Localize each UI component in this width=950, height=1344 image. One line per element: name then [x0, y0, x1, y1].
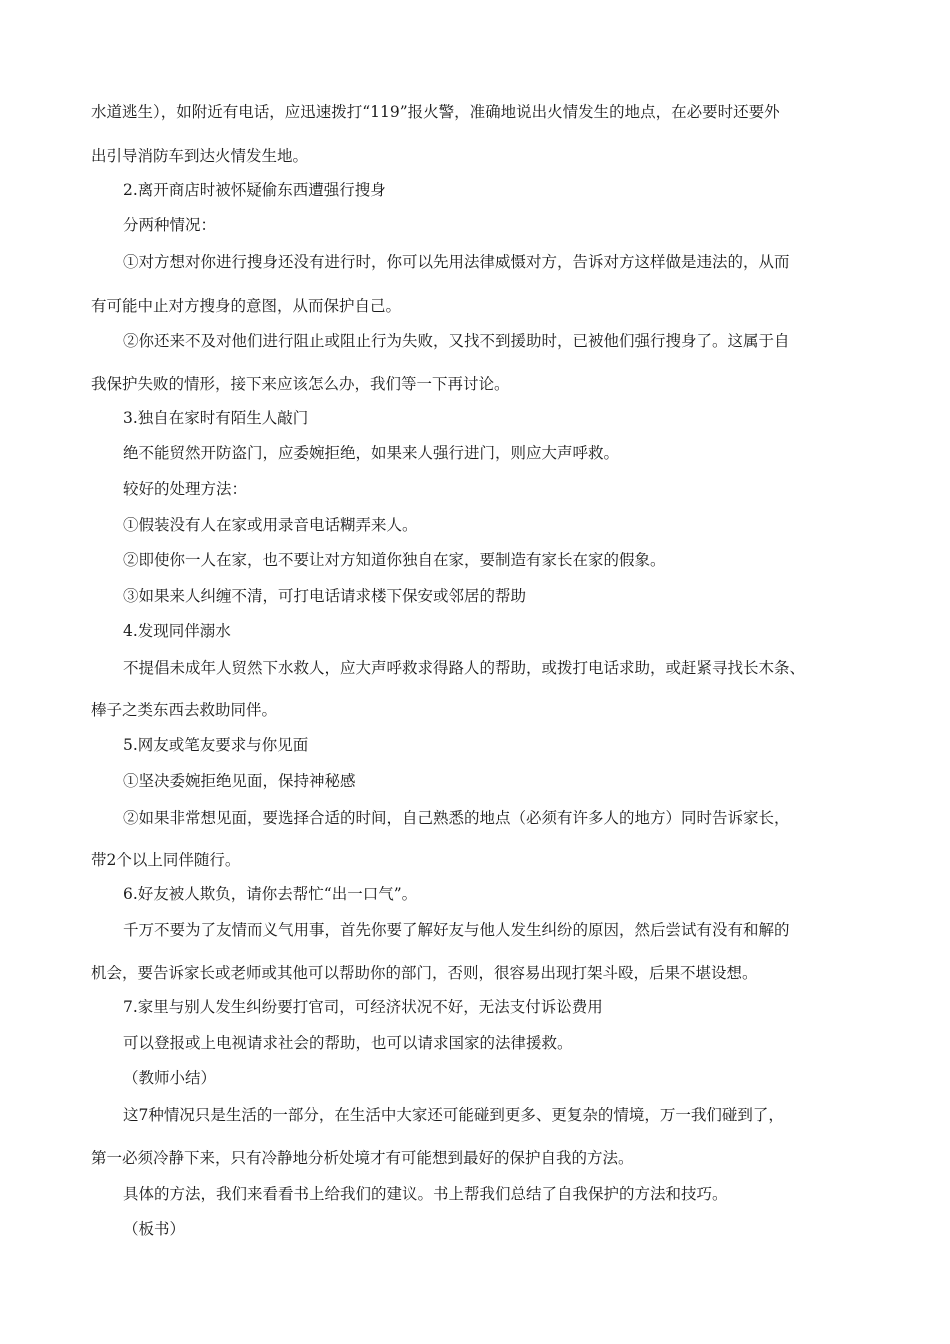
text-line: 出引导消防车到达火情发生地。: [91, 147, 309, 165]
text-line: 机会，要告诉家长或老师或其他可以帮助你的部门，否则，很容易出现打架斗殴，后果不堪设想。: [91, 964, 758, 982]
text-line: 千万不要为了友情而义气用事，首先你要了解好友与他人发生纠纷的原因，然后尝试有没有和解的: [123, 921, 790, 939]
text-line: （教师小结）: [123, 1069, 217, 1087]
text-line: ③如果来人纠缠不清，可打电话请求楼下保安或邻居的帮助: [123, 587, 527, 605]
section-heading: 7.家里与别人发生纠纷要打官司，可经济状况不好，无法支付诉讼费用: [123, 998, 603, 1016]
text-line: 棒子之类东西去救助同伴。: [91, 701, 278, 719]
text-line: 较好的处理方法：: [123, 480, 248, 498]
text-line: 我保护失败的情形，接下来应该怎么办，我们等一下再讨论。: [91, 375, 510, 393]
text-line: ②如果非常想见面，要选择合适的时间，自己熟悉的地点（必须有许多人的地方）同时告诉家长，: [123, 809, 790, 827]
section-heading: 3.独自在家时有陌生人敲门: [123, 409, 309, 427]
text-line: 有可能中止对方搜身的意图，从而保护自己。: [91, 297, 402, 315]
section-heading: 4.发现同伴溺水: [123, 622, 231, 640]
text-line: ①坚决委婉拒绝见面，保持神秘感: [123, 772, 356, 790]
text-line: 这7种情况只是生活的一部分，在生活中大家还可能碰到更多、更复杂的情境，万一我们碰到了，: [123, 1106, 784, 1124]
text-line: ②你还来不及对他们进行阻止或阻止行为失败，又找不到援助时，已被他们强行搜身了。这属于自: [123, 332, 790, 350]
section-heading: 5.网友或笔友要求与你见面: [123, 736, 309, 754]
text-line: 可以登报或上电视请求社会的帮助，也可以请求国家的法律援救。: [123, 1034, 573, 1052]
text-line: 第一必须冷静下来，只有冷静地分析处境才有可能想到最好的保护自我的方法。: [91, 1149, 634, 1167]
text-line: 分两种情况：: [123, 216, 217, 234]
text-line: 带2个以上同伴随行。: [91, 851, 241, 869]
text-line: 绝不能贸然开防盗门，应委婉拒绝，如果来人强行进门，则应大声呼救。: [123, 444, 620, 462]
text-line: 具体的方法，我们来看看书上给我们的建议。书上帮我们总结了自我保护的方法和技巧。: [123, 1185, 728, 1203]
section-heading: 2.离开商店时被怀疑偷东西遭强行搜身: [123, 181, 386, 199]
text-line: ①假装没有人在家或用录音电话糊弄来人。: [123, 516, 418, 534]
text-line: ①对方想对你进行搜身还没有进行时，你可以先用法律威慑对方，告诉对方这样做是违法的，从而: [123, 253, 790, 271]
section-heading: 6.好友被人欺负，请你去帮忙“出一口气”。: [123, 885, 418, 903]
text-line: 不提倡未成年人贸然下水救人，应大声呼救求得路人的帮助，或拨打电话求助，或赶紧寻找长木条、: [123, 659, 806, 677]
text-line: （板书）: [123, 1220, 186, 1238]
text-line: ②即使你一人在家，也不要让对方知道你独自在家，要制造有家长在家的假象。: [123, 551, 666, 569]
text-line: 水道逃生），如附近有电话，应迅速拨打“119”报火警，准确地说出火情发生的地点，在必要时还要外: [91, 103, 780, 121]
